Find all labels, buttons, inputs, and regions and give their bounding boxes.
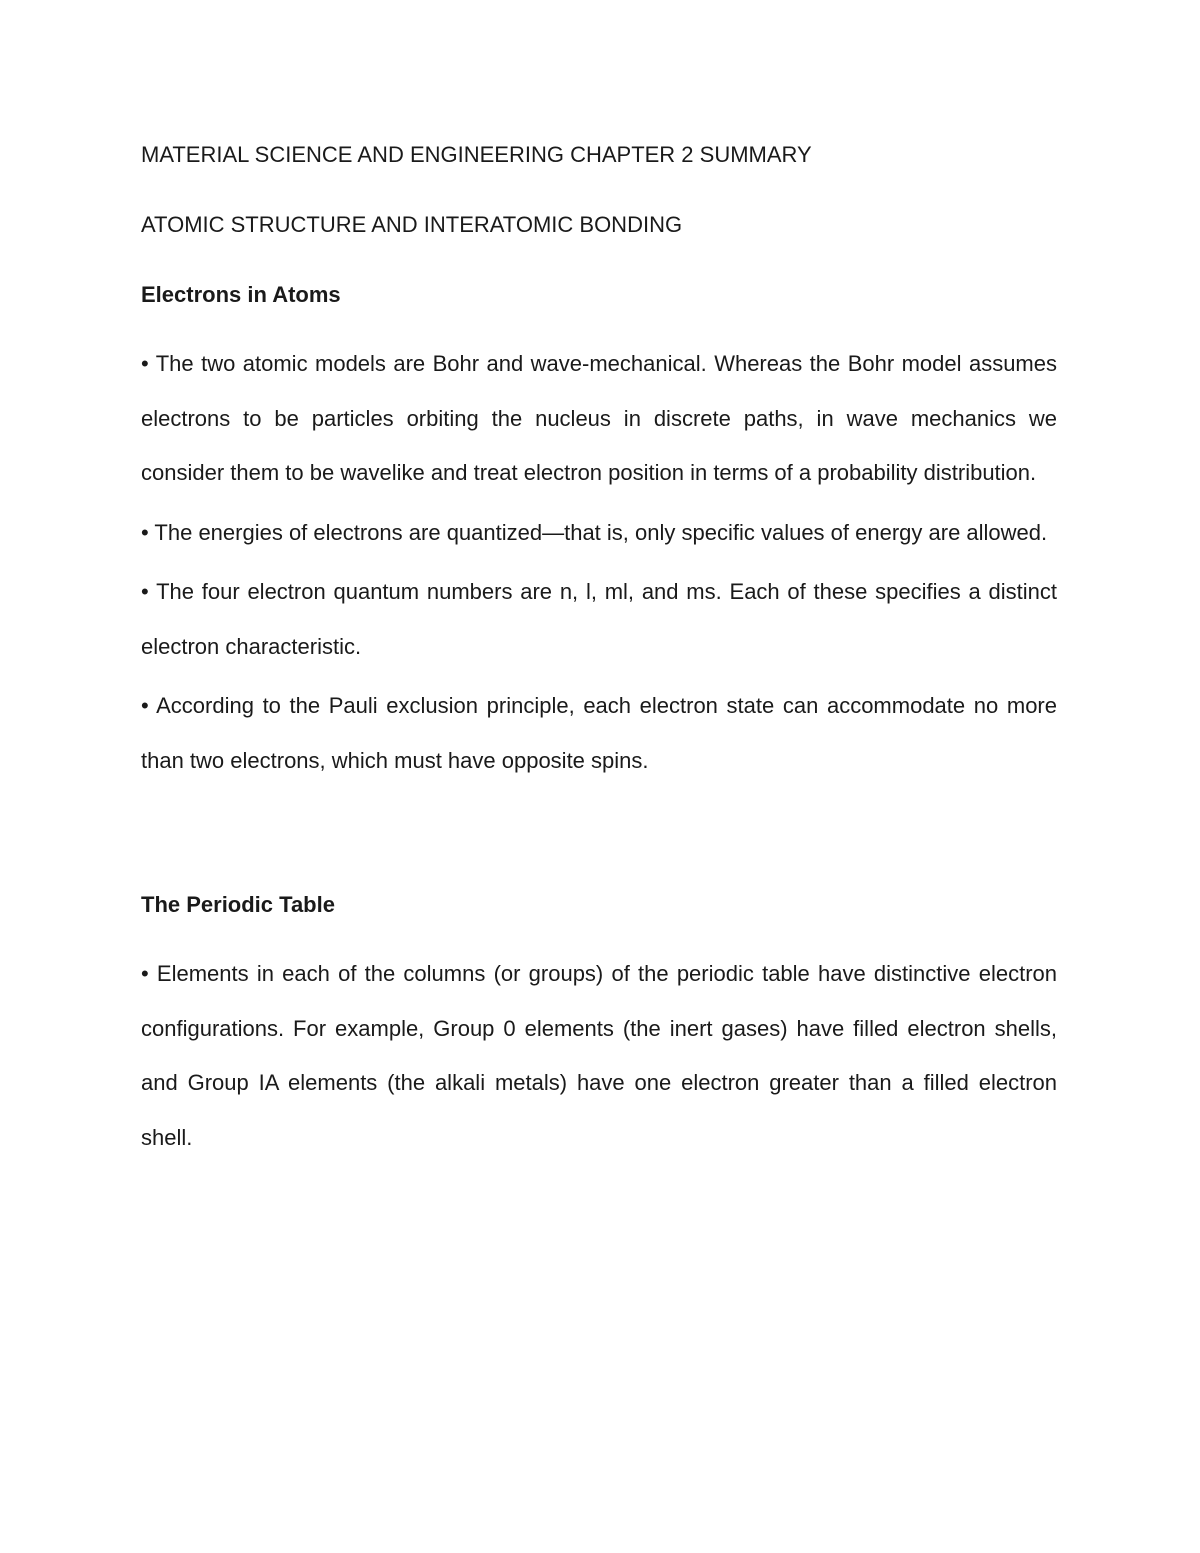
document-subtitle: ATOMIC STRUCTURE AND INTERATOMIC BONDING xyxy=(141,212,683,237)
bullet-pauli-exclusion: • According to the Pauli exclusion principle, each electron state can accommodate no more than two electrons, which must have opposite spins. xyxy=(141,693,1057,773)
bullet-quantum-numbers: • The four electron quantum numbers are n, l, ml, and ms. Each of these specifies a distinct electron characteristic. xyxy=(141,579,1057,659)
document-body xyxy=(141,138,1057,1180)
document-title: MATERIAL SCIENCE AND ENGINEERING CHAPTER 2 SUMMARY xyxy=(141,142,812,167)
bullet-list-periodic-table xyxy=(141,947,1057,1165)
bullet-group-configurations: • Elements in each of the columns (or groups) of the periodic table have distinctive electron configurations. For example, Group 0 elements (the inert gases) have filled electron shells, and Group IA elements (the alkali metals) have one electron greater than a filled electron shell. xyxy=(141,961,1057,1150)
section-heading-electrons-in-atoms: Electrons in Atoms xyxy=(141,282,341,307)
bullet-list-electrons-in-atoms xyxy=(141,337,1057,788)
section-heading-periodic-table: The Periodic Table xyxy=(141,892,335,917)
bullet-atomic-models: • The two atomic models are Bohr and wave-mechanical. Whereas the Bohr model assumes electrons to be particles orbiting the nucleus in discrete paths, in wave mechanics we consider them to be wavelike and treat electron position in terms of a probability distribution. xyxy=(141,351,1057,485)
bullet-quantized-energies: • The energies of electrons are quantized—that is, only specific values of energy are allowed. xyxy=(141,519,1048,545)
